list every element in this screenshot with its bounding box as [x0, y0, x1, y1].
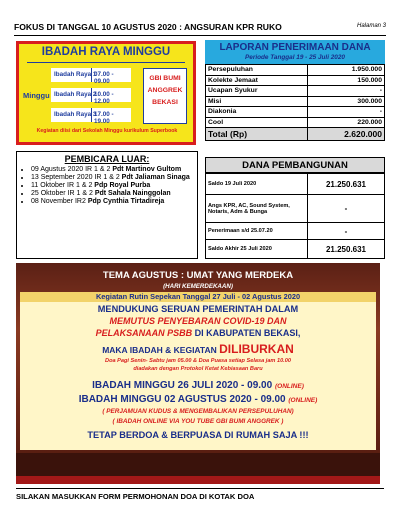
banner-line [20, 342, 376, 356]
total-value: 2.620.000 [308, 128, 385, 141]
ibadah-day-label: Minggu [23, 91, 50, 100]
pembicara-name: Pdp Cynthia Tirtadireja [87, 198, 165, 205]
total-row [206, 128, 385, 141]
ibadah-row [51, 68, 131, 85]
pembicara-list [17, 166, 196, 206]
row-value: 21.250.631 [308, 174, 385, 195]
table-row [206, 65, 385, 76]
laporan-penerimaan-dana [205, 40, 385, 141]
banner-theme-subtitle: (HARI KEMERDEKAAN) [163, 283, 233, 290]
pembicara-name: Pdt Sahala Nainggolan [94, 190, 171, 197]
row-value: 150.000 [308, 75, 385, 86]
row-label: Saldo 19 Juli 2020 [206, 174, 308, 195]
ibadah-location-line: ANGGREK [147, 87, 183, 94]
laporan-header [205, 40, 385, 64]
ibadah-title-underline [27, 62, 185, 63]
list-item [31, 166, 196, 174]
ibadah-schedule-box [16, 41, 196, 145]
pembicara-title: PEMBICARA LUAR: [64, 154, 150, 164]
banner-text: DI KABUPATEN BEKASI, [192, 328, 301, 338]
dana-table [205, 173, 385, 259]
ibadah-location-line: GBI BUMI [149, 75, 181, 82]
dana-title: DANA PEMBANGUNAN [205, 157, 385, 173]
banner-theme: TEMA AGUSTUS : UMAT YANG MERDEKA [102, 270, 294, 281]
table-row [206, 96, 385, 107]
table-row [206, 223, 385, 240]
page-number: Halaman 3 [356, 23, 386, 29]
ibadah-row-time: 07.00 - 09.00 [94, 71, 114, 85]
ibadah-row-time: 17.00 - 19.00 [94, 111, 114, 125]
row-label: Angs KPR, AC, Sound System, Notaris, Adm & Bunga [206, 195, 308, 223]
banner-line: ( PERJAMUAN KUDUS & MENGEMBALIKAN PERSEPULUHAN) [102, 408, 294, 415]
row-value: - [308, 195, 385, 223]
banner-line: MEMUTUS PENYEBARAN COVID-19 DAN [109, 316, 287, 326]
table-row [206, 75, 385, 86]
banner-line: TETAP BERDOA & BERPUASA DI RUMAH SAJA !!! [87, 430, 309, 440]
ibadah-title: IBADAH RAYA MINGGU [41, 46, 171, 58]
total-label: Total (Rp) [206, 128, 308, 141]
ibadah-row-divider [91, 108, 92, 122]
banner-bottom-stripe [16, 476, 380, 484]
banner-line [20, 328, 376, 338]
header-title [14, 22, 386, 36]
row-label: Kolekte Jemaat [206, 75, 308, 86]
ibadah-note: Kegiatan diisi dari Sekolah Minggu kurikulum Superbook [36, 128, 178, 134]
ibadah-location-line: BEKASI [152, 99, 178, 106]
row-label: Cool [206, 117, 308, 128]
row-value: 300.000 [308, 96, 385, 107]
table-row [206, 86, 385, 97]
header-divider [14, 35, 386, 36]
banner-activity-period: Kegiatan Rutin Sepekan Tanggal 27 Juli - 02 Agustus 2020 [20, 292, 376, 302]
row-label: Penerimaan s/d 25.07.20 [206, 223, 308, 240]
pembicara-date: 11 Oktober IR 1 & 2 [31, 182, 95, 189]
pembicara-name: Pdt Martinov Gultom [112, 166, 182, 173]
laporan-title: LAPORAN PENERIMAAN DANA [219, 42, 371, 53]
banner-online-tag: (ONLINE) [274, 383, 304, 390]
table-row [206, 107, 385, 118]
footer-text: SILAKAN MASUKKAN FORM PERMOHONAN DOA DI KOTAK DOA [16, 492, 255, 501]
banner-line [20, 394, 376, 405]
list-item [31, 182, 196, 190]
pembicara-date: 09 Agustus 2020 IR 1 & 2 [31, 166, 113, 173]
banner-line [20, 380, 376, 391]
pembicara-date: 25 Oktober IR 1 & 2 [31, 190, 95, 197]
ibadah-row-time: 10.00 - 12.00 [94, 91, 114, 105]
table-row [206, 240, 385, 259]
row-label: Saldo Akhir 25 Juli 2020 [206, 240, 308, 259]
pembicara-date: 13 September 2020 IR 1 & 2 [31, 174, 122, 181]
row-label: Persepuluhan [206, 65, 308, 76]
laporan-table [205, 64, 385, 141]
dana-pembangunan [205, 157, 385, 259]
ibadah-row [51, 108, 131, 125]
pembicara-luar-box [16, 151, 198, 259]
list-item [31, 190, 196, 198]
table-row [206, 195, 385, 223]
row-label: Ucapan Syukur [206, 86, 308, 97]
banner-online-tag: (ONLINE) [288, 397, 318, 404]
pembicara-name: Pdp Royal Purba [94, 182, 151, 189]
banner-line: ( IBADAH ONLINE VIA YOU TUBE GBI BUMI ANGGREK ) [112, 418, 284, 425]
banner-line: Doa Pagi Senin- Sabtu jam 05.00 & Doa Puasa setiap Selasa jam 10.00 [105, 358, 291, 364]
banner-highlight: DILIBURKAN [219, 342, 294, 356]
pembicara-name: Pdt Jaliaman Sinaga [121, 174, 190, 181]
banner-line: MENDUKUNG SERUAN PEMERINTAH DALAM [97, 304, 299, 314]
row-value: 21.250.631 [308, 240, 385, 259]
ibadah-row [51, 88, 131, 105]
ibadah-row-name: Ibadah Raya 1 [54, 71, 97, 78]
ibadah-row-divider [91, 68, 92, 82]
laporan-period: Periode Tanggal 19 - 25 Juli 2020 [245, 54, 345, 61]
pembicara-date: 08 November IR2 [31, 198, 88, 205]
footer-divider [16, 488, 384, 489]
row-label: Diakonia [206, 107, 308, 118]
banner-text: MAKA IBADAH & KEGIATAN [102, 345, 220, 355]
banner-text: IBADAH MINGGU 02 AGUSTUS 2020 - 09.00 [78, 394, 289, 405]
table-row [206, 174, 385, 195]
ibadah-row-name: Ibadah Raya 3 [54, 111, 97, 118]
row-value: - [308, 107, 385, 118]
header-title-text: FOKUS DI TANGGAL 10 AGUSTUS 2020 : ANGSURAN KPR RUKO [14, 22, 282, 32]
row-value: - [308, 86, 385, 97]
banner-highlight: PELAKSANAAN PSBB [95, 328, 193, 338]
row-value: 220.000 [308, 117, 385, 128]
banner-line: diadakan dengan Protokol Ketat Kebiasaan Baru [133, 366, 263, 372]
ibadah-row-name: Ibadah Raya 2 [54, 91, 97, 98]
list-item [31, 174, 196, 182]
row-value: 1.950.000 [308, 65, 385, 76]
ibadah-row-divider [91, 88, 92, 102]
banner-text: IBADAH MINGGU 26 JULI 2020 - 09.00 [92, 380, 275, 391]
banner-content [20, 302, 376, 450]
row-label: Misi [206, 96, 308, 107]
row-value: - [308, 223, 385, 240]
list-item [31, 198, 196, 206]
table-row [206, 117, 385, 128]
ibadah-location [143, 68, 187, 124]
